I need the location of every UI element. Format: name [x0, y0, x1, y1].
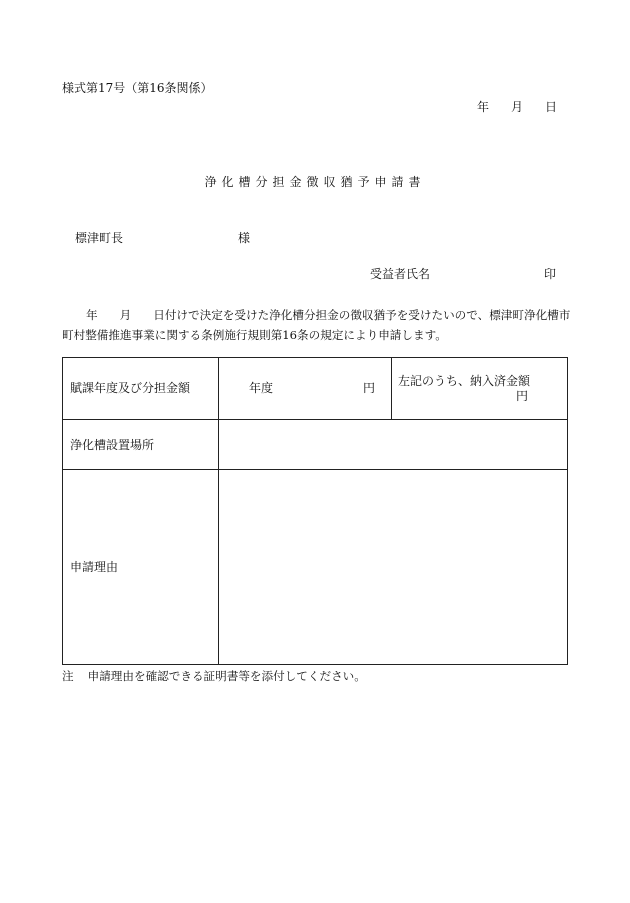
date-month-label: 月 — [510, 100, 523, 114]
intro-month-label: 月 — [119, 308, 132, 322]
intro-paragraph — [62, 305, 572, 345]
document-title: 浄化槽分担金徴収猶予申請書 — [204, 175, 426, 189]
addressee-name: 標津町長 — [75, 231, 124, 245]
beneficiary-name-label: 受益者氏名 — [370, 267, 431, 281]
date-year-label: 年 — [476, 100, 489, 114]
footnote — [62, 671, 366, 683]
application-reason-label: 申請理由 — [70, 560, 119, 574]
table-row-divider — [63, 419, 567, 420]
amount-yen-unit: 円 — [363, 381, 376, 395]
fiscal-year-field[interactable]: 年度 — [249, 381, 274, 395]
footnote-text: 申請理由を確認できる証明書等を添付してください。 — [87, 669, 366, 683]
form-number: 様式第17号（第16条関係） — [62, 81, 213, 95]
date-day-label: 日 — [544, 100, 557, 114]
table-column-divider — [218, 358, 219, 664]
addressee-honorific: 様 — [238, 231, 251, 245]
application-reason-field[interactable] — [223, 474, 563, 659]
intro-year-label: 年 — [86, 308, 98, 322]
intro-text: 日付けで決定を受けた浄化槽分担金の徴収猶予を受けたいので、標津町浄化槽市町村整備推進事業に関する条例施行規則第16条の規定により申請します。 — [62, 308, 571, 342]
paid-amount-label: 左記のうち、納入済金額 — [398, 374, 531, 388]
installation-location-label: 浄化槽設置場所 — [70, 438, 155, 452]
assessment-year-amount-label: 賦課年度及び分担金額 — [70, 381, 191, 395]
application-table — [62, 357, 568, 665]
table-column-divider — [391, 358, 392, 419]
date-line — [477, 101, 557, 113]
paid-amount-yen-unit: 円 — [516, 389, 529, 403]
installation-location-field[interactable] — [223, 424, 563, 464]
table-row-divider — [63, 469, 567, 470]
footnote-prefix: 注 — [62, 669, 74, 683]
seal-mark: 印 — [544, 267, 557, 281]
